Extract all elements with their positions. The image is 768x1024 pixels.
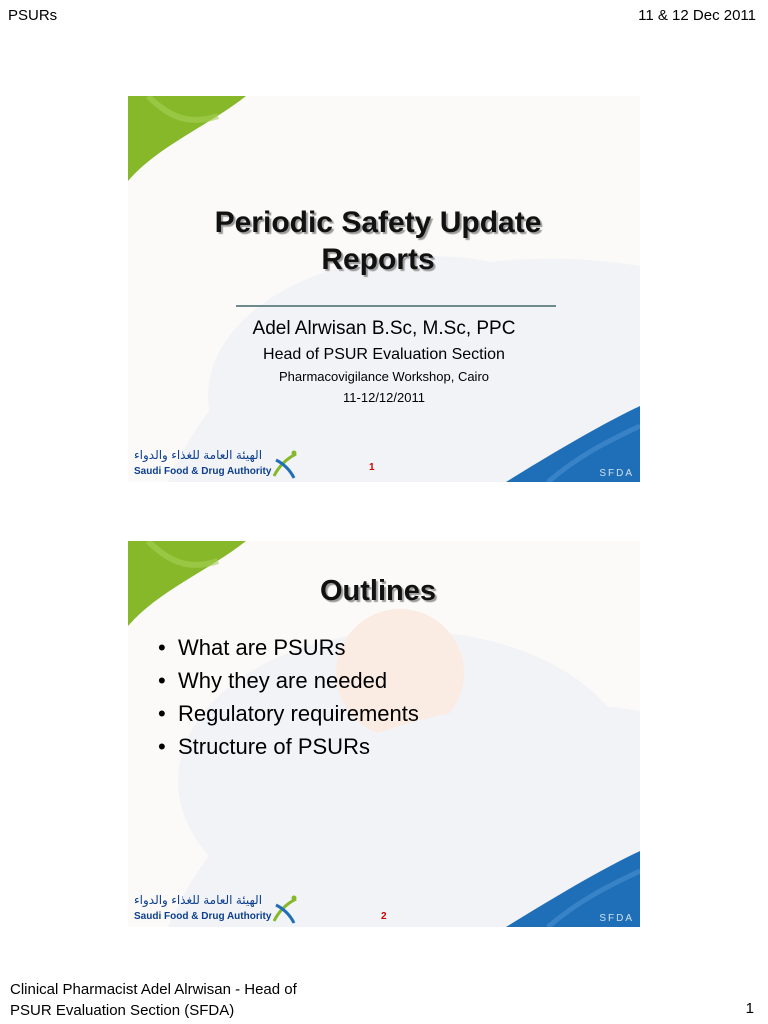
event-date: 11-12/12/2011 [343, 390, 425, 405]
sfda-logo-english: Saudi Food & Drug Authority [134, 466, 272, 477]
sfda-logo-english: Saudi Food & Drug Authority [134, 911, 272, 922]
slide-title: Outlines [319, 575, 436, 607]
sfda-watermark: SFDA [599, 913, 634, 924]
list-item: • Structure of PSURs [158, 730, 419, 763]
slide-2 [128, 541, 640, 927]
sfda-logo-icon [270, 448, 300, 480]
title-divider [236, 305, 556, 307]
list-item: • What are PSURs [158, 631, 419, 664]
document-page-number: 1 [745, 1000, 754, 1017]
sfda-logo-arabic: الهيئة العامة للغذاء والدواء [134, 448, 263, 462]
presenter-name: Adel Alrwisan B.Sc, M.Sc, PPC [252, 318, 516, 339]
document-footer-author: Clinical Pharmacist Adel Alrwisan - Head of PSUR Evaluation Section (SFDA) [10, 981, 297, 1019]
outline-list [158, 631, 419, 763]
slide-page-number: 1 [369, 462, 375, 473]
slide-background-graphic [128, 96, 640, 482]
list-item: • Regulatory requirements [158, 697, 419, 730]
slide-title: Periodic Safety Update Reports [214, 206, 542, 276]
slide-page-number: 2 [381, 911, 387, 922]
document-header-date: 11 & 12 Dec 2011 [638, 7, 756, 24]
sfda-watermark: SFDA [599, 468, 634, 479]
list-item: • Why they are needed [158, 664, 419, 697]
slide-1 [128, 96, 640, 482]
document-header-title: PSURs [8, 7, 58, 24]
presenter-role: Head of PSUR Evaluation Section [263, 346, 505, 363]
event-name: Pharmacovigilance Workshop, Cairo [278, 369, 490, 384]
sfda-logo-arabic: الهيئة العامة للغذاء والدواء [134, 893, 263, 907]
sfda-logo-icon [270, 893, 300, 925]
